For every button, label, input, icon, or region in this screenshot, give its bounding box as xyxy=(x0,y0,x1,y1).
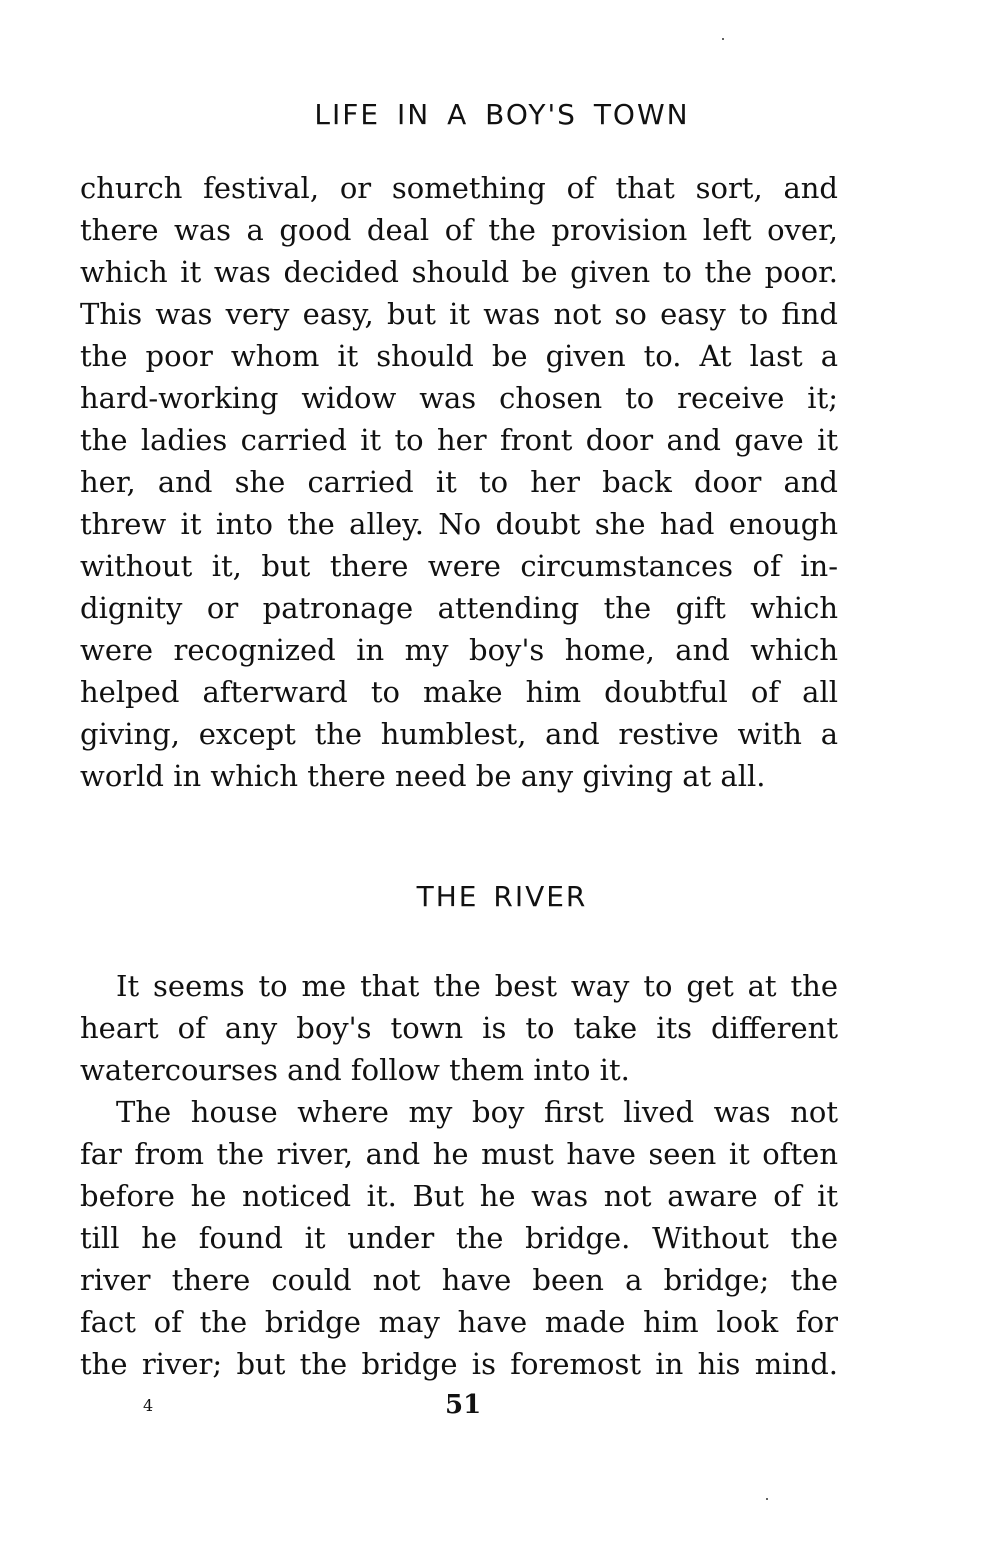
text-line: till he found it under the bridge. Without the xyxy=(80,1221,838,1255)
text-line: threw it into the alley. No doubt she had enough xyxy=(80,507,838,541)
text-line: dignity or patronage attending the gift which xyxy=(80,591,838,625)
print-speck xyxy=(722,38,724,40)
text-line: river there could not have been a bridge; the xyxy=(80,1263,838,1297)
text-line: helped afterward to make him doubtful of all xyxy=(80,675,838,709)
text-line: The house where my boy first lived was not xyxy=(116,1095,838,1129)
text-line: world in which there need be any giving at all. xyxy=(80,759,766,793)
text-line: the ladies carried it to her front door and gave it xyxy=(80,423,838,457)
section-title: THE RIVER xyxy=(416,880,588,913)
text-line: It seems to me that the best way to get at the xyxy=(116,969,838,1003)
text-line: hard-working widow was chosen to receive it; xyxy=(80,381,838,415)
text-line: watercourses and follow them into it. xyxy=(80,1053,630,1087)
text-line: heart of any boy's town is to take its different xyxy=(80,1011,838,1045)
text-line: without it, but there were circumstances of in- xyxy=(80,549,838,583)
text-line: were recognized in my boy's home, and which xyxy=(80,633,838,667)
signature-mark: 4 xyxy=(143,1396,154,1415)
text-line: fact of the bridge may have made him look for xyxy=(80,1305,838,1339)
running-head: LIFE IN A BOY'S TOWN xyxy=(314,98,690,131)
print-speck xyxy=(766,1498,768,1500)
text-line: her, and she carried it to her back door and xyxy=(80,465,838,499)
text-line: the river; but the bridge is foremost in his mind. xyxy=(80,1347,838,1381)
text-line: church festival, or something of that sort, and xyxy=(80,171,838,205)
text-line: the poor whom it should be given to. At last a xyxy=(80,339,838,373)
text-line: before he noticed it. But he was not aware of it xyxy=(80,1179,838,1213)
text-line: which it was decided should be given to the poor. xyxy=(80,255,838,289)
text-line: This was very easy, but it was not so easy to find xyxy=(80,297,838,331)
text-line: far from the river, and he must have seen it often xyxy=(80,1137,838,1171)
page-number: 51 xyxy=(445,1390,482,1420)
text-line: giving, except the humblest, and restive with a xyxy=(80,717,838,751)
text-line: there was a good deal of the provision left over, xyxy=(80,213,838,247)
